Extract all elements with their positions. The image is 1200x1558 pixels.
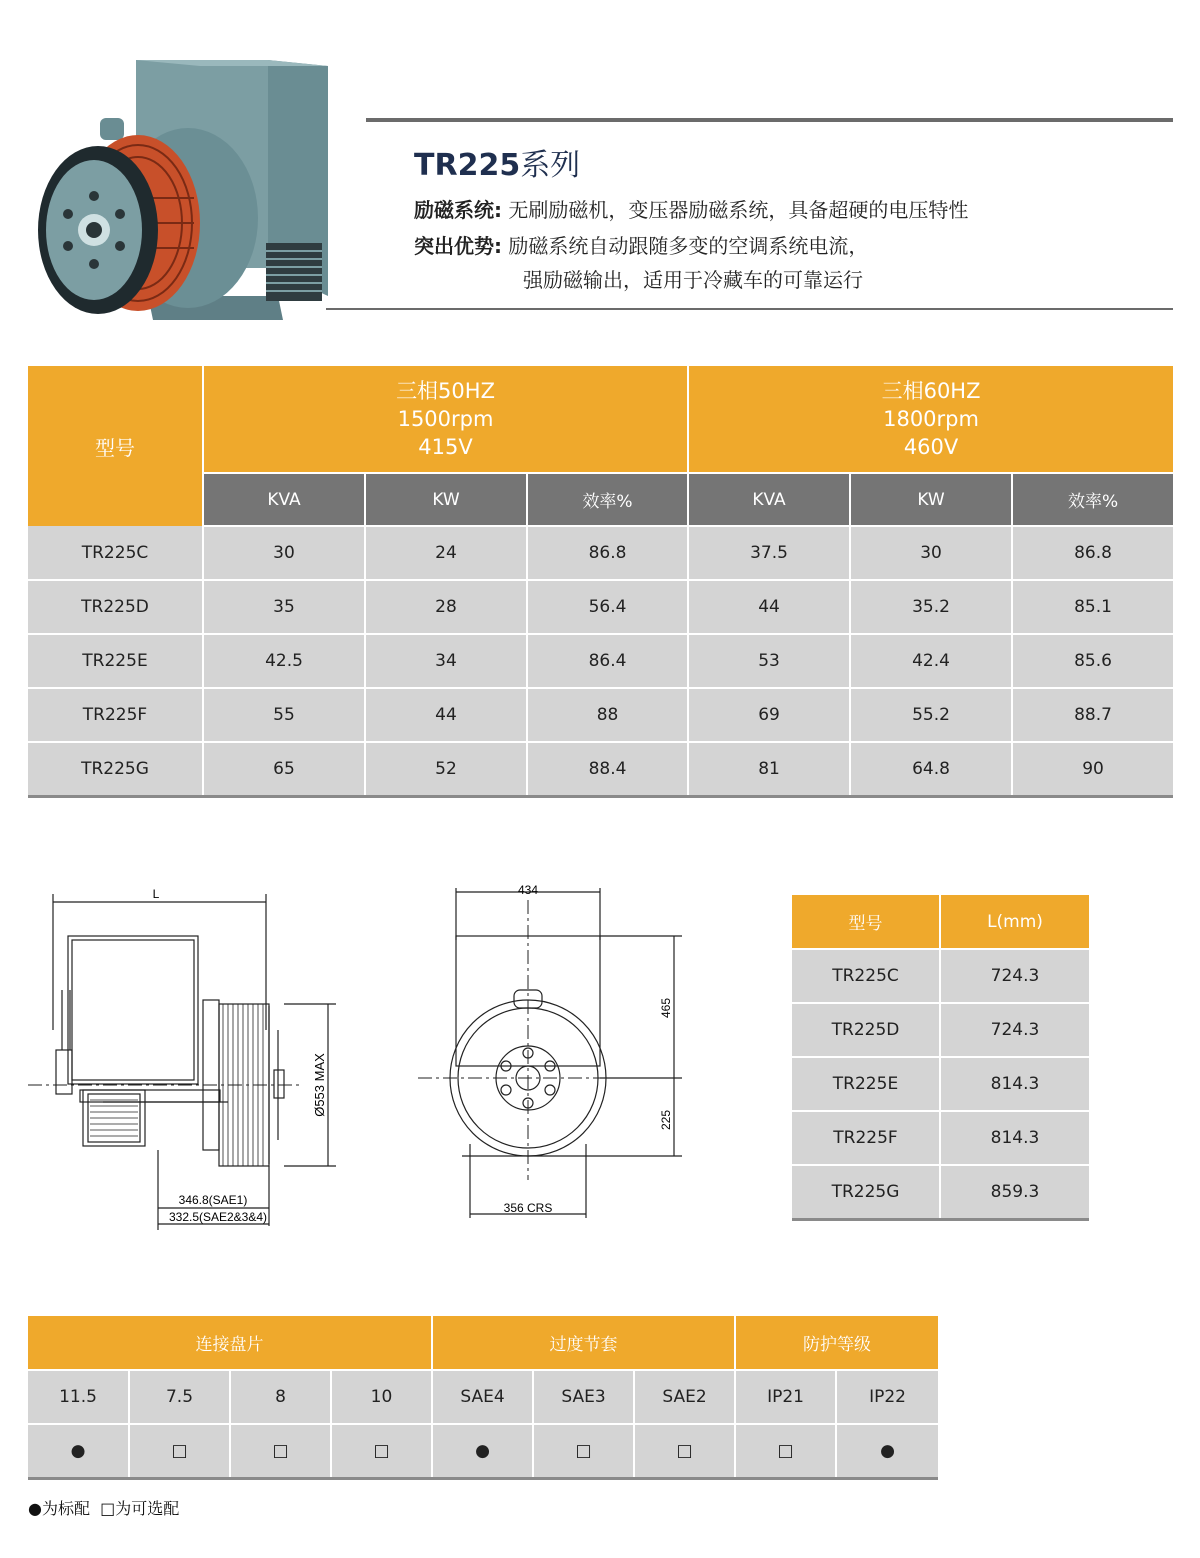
cell: 65 bbox=[203, 742, 365, 796]
option-mark: □ bbox=[735, 1424, 836, 1478]
excitation-line bbox=[414, 194, 968, 223]
product-photo bbox=[28, 58, 328, 340]
cell: 42.5 bbox=[203, 634, 365, 688]
front-view-drawing bbox=[418, 880, 698, 1220]
advantage-line-2: 强励磁输出，适用于冷藏车的可靠运行 bbox=[523, 268, 863, 292]
option-mark: □ bbox=[533, 1424, 634, 1478]
cell: 814.3 bbox=[940, 1057, 1089, 1111]
cell: 44 bbox=[688, 580, 850, 634]
option-mark: □ bbox=[129, 1424, 230, 1478]
cell: 28 bbox=[365, 580, 527, 634]
row-model: TR225D bbox=[792, 1003, 940, 1057]
cell: 814.3 bbox=[940, 1111, 1089, 1165]
option-item: IP22 bbox=[836, 1370, 938, 1424]
table-row bbox=[792, 949, 1089, 1003]
cell: 85.6 bbox=[1012, 634, 1173, 688]
group-60hz-header bbox=[688, 366, 1173, 473]
front-upper-label: 465 bbox=[659, 997, 673, 1019]
group-50hz-rpm: 1500rpm bbox=[397, 407, 494, 431]
advantage-line-1 bbox=[414, 230, 868, 259]
legend-note: ●为标配 □为可选配 bbox=[28, 1499, 180, 1518]
row-model: TR225E bbox=[28, 634, 203, 688]
advantage-text-1: 励磁系统自动跟随多变的空调系统电流， bbox=[508, 234, 869, 258]
cell: 35.2 bbox=[850, 580, 1012, 634]
table-row bbox=[28, 1370, 938, 1424]
group-60hz-voltage: 460V bbox=[903, 435, 959, 459]
option-mark: □ bbox=[634, 1424, 735, 1478]
sub-header: KVA bbox=[203, 473, 365, 526]
cell: 30 bbox=[850, 526, 1012, 580]
row-model: TR225D bbox=[28, 580, 203, 634]
group-header-plates: 连接盘片 bbox=[28, 1316, 432, 1370]
sub-header: KVA bbox=[688, 473, 850, 526]
cell: 724.3 bbox=[940, 949, 1089, 1003]
cell: 81 bbox=[688, 742, 850, 796]
cell: 55 bbox=[203, 688, 365, 742]
cell: 52 bbox=[365, 742, 527, 796]
model-header: 型号 bbox=[28, 366, 203, 526]
table-row bbox=[28, 634, 1173, 688]
cell: 64.8 bbox=[850, 742, 1012, 796]
side-diameter-label: Ø553 MAX bbox=[312, 1053, 327, 1117]
cell: 859.3 bbox=[940, 1165, 1089, 1219]
cell: 88.7 bbox=[1012, 688, 1173, 742]
row-model: TR225E bbox=[792, 1057, 940, 1111]
options-table bbox=[28, 1316, 938, 1480]
group-50hz-voltage: 415V bbox=[418, 435, 473, 459]
table-row bbox=[792, 1003, 1089, 1057]
front-lower-label: 225 bbox=[659, 1109, 673, 1131]
cell: 53 bbox=[688, 634, 850, 688]
option-item: 10 bbox=[331, 1370, 432, 1424]
option-item: SAE2 bbox=[634, 1370, 735, 1424]
group-header-protection: 防护等级 bbox=[735, 1316, 938, 1370]
option-item: SAE3 bbox=[533, 1370, 634, 1424]
header-top-rule bbox=[366, 118, 1173, 122]
series-title bbox=[414, 140, 580, 184]
row-model: TR225C bbox=[28, 526, 203, 580]
table-row bbox=[28, 526, 1173, 580]
cell: 88 bbox=[527, 688, 688, 742]
option-mark: □ bbox=[331, 1424, 432, 1478]
cell: 44 bbox=[365, 688, 527, 742]
cell: 85.1 bbox=[1012, 580, 1173, 634]
side-L-label: L bbox=[152, 887, 160, 901]
sub-header: KW bbox=[850, 473, 1012, 526]
row-model: TR225C bbox=[792, 949, 940, 1003]
group-60hz-rpm: 1800rpm bbox=[883, 407, 979, 431]
cell: 55.2 bbox=[850, 688, 1012, 742]
cell: 724.3 bbox=[940, 1003, 1089, 1057]
cell: 24 bbox=[365, 526, 527, 580]
table-row bbox=[28, 580, 1173, 634]
dimension-table bbox=[792, 895, 1089, 1221]
table-row bbox=[28, 742, 1173, 796]
title-suffix: 系列 bbox=[520, 148, 581, 183]
cell: 86.8 bbox=[527, 526, 688, 580]
side-view-drawing bbox=[28, 880, 348, 1230]
advantage-label: 突出优势: bbox=[414, 234, 502, 258]
table-row bbox=[792, 1057, 1089, 1111]
side-sae1-label: 346.8(SAE1) bbox=[178, 1193, 248, 1207]
option-item: IP21 bbox=[735, 1370, 836, 1424]
cell: 90 bbox=[1012, 742, 1173, 796]
side-sae234-label: 332.5(SAE2&3&4) bbox=[168, 1210, 268, 1224]
row-model: TR225F bbox=[792, 1111, 940, 1165]
dim-header-length: L(mm) bbox=[940, 895, 1089, 949]
dim-header-model: 型号 bbox=[792, 895, 940, 949]
cell: 34 bbox=[365, 634, 527, 688]
option-mark: □ bbox=[230, 1424, 331, 1478]
group-60hz-phase: 三相60HZ bbox=[881, 379, 981, 403]
row-model: TR225F bbox=[28, 688, 203, 742]
option-item: 11.5 bbox=[28, 1370, 129, 1424]
title-model: TR225 bbox=[414, 148, 521, 183]
row-model: TR225G bbox=[792, 1165, 940, 1219]
row-model: TR225G bbox=[28, 742, 203, 796]
cell: 30 bbox=[203, 526, 365, 580]
option-item: 7.5 bbox=[129, 1370, 230, 1424]
option-item: 8 bbox=[230, 1370, 331, 1424]
cell: 56.4 bbox=[527, 580, 688, 634]
option-mark: ● bbox=[432, 1424, 533, 1478]
group-50hz-phase: 三相50HZ bbox=[396, 379, 495, 403]
option-mark: ● bbox=[836, 1424, 938, 1478]
table-row bbox=[792, 1111, 1089, 1165]
spec-table bbox=[28, 366, 1173, 798]
cell: 86.8 bbox=[1012, 526, 1173, 580]
excitation-label: 励磁系统: bbox=[414, 198, 502, 222]
front-width-label: 434 bbox=[517, 883, 539, 897]
option-item: SAE4 bbox=[432, 1370, 533, 1424]
cell: 35 bbox=[203, 580, 365, 634]
table-row bbox=[28, 688, 1173, 742]
cell: 86.4 bbox=[527, 634, 688, 688]
cell: 69 bbox=[688, 688, 850, 742]
front-crs-label: 356 CRS bbox=[503, 1201, 553, 1215]
sub-header: KW bbox=[365, 473, 527, 526]
header-bottom-rule bbox=[326, 308, 1173, 310]
option-mark: ● bbox=[28, 1424, 129, 1478]
cell: 42.4 bbox=[850, 634, 1012, 688]
sub-header: 效率% bbox=[527, 473, 688, 526]
table-row bbox=[792, 1165, 1089, 1219]
cell: 37.5 bbox=[688, 526, 850, 580]
excitation-text: 无刷励磁机，变压器励磁系统，具备超硬的电压特性 bbox=[508, 198, 969, 222]
group-header-adapters: 过度节套 bbox=[432, 1316, 735, 1370]
cell: 88.4 bbox=[527, 742, 688, 796]
sub-header: 效率% bbox=[1012, 473, 1173, 526]
table-row bbox=[28, 1424, 938, 1478]
group-50hz-header bbox=[203, 366, 688, 473]
